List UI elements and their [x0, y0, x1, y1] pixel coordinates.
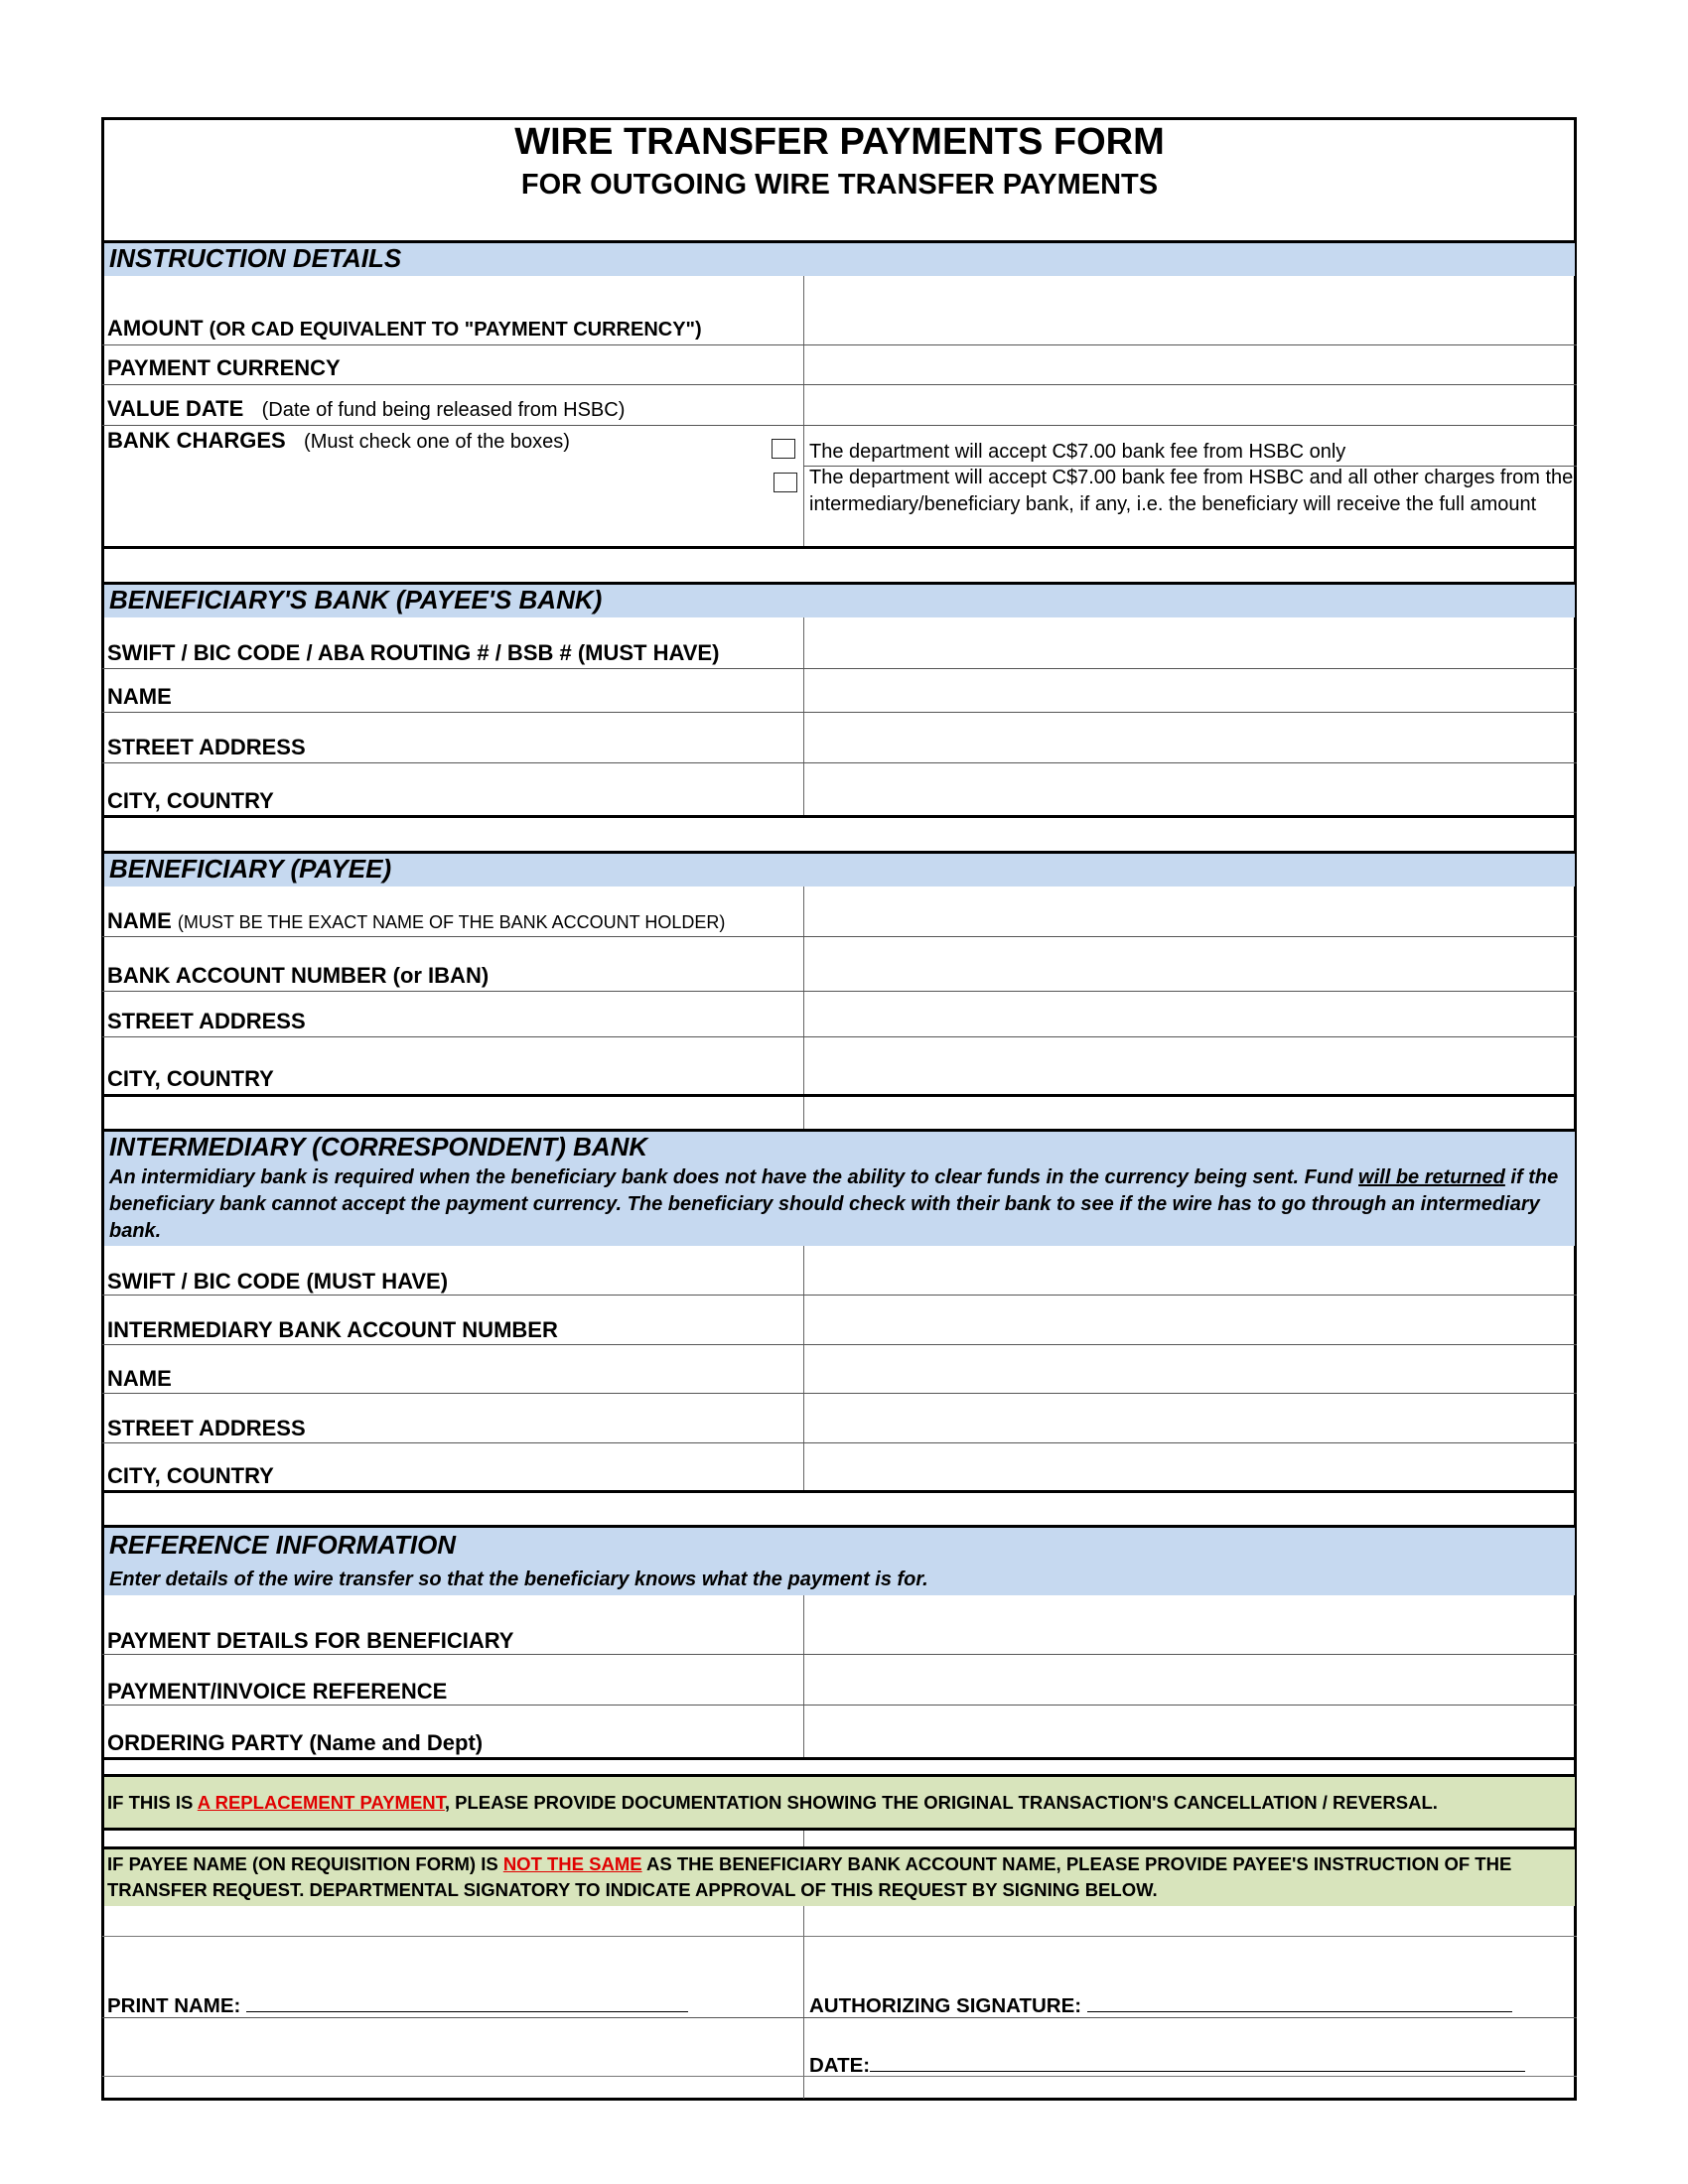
row-divider: [102, 425, 1577, 426]
beneficiary-bank-name-input[interactable]: [805, 671, 1579, 712]
form-subtitle: FOR OUTGOING WIRE TRANSFER PAYMENTS: [520, 169, 1159, 201]
row-divider: [102, 1442, 1577, 1443]
column-divider: [803, 1831, 804, 1846]
divider: [102, 1094, 1577, 1097]
date-field: DATE:: [809, 2053, 1525, 2078]
section-title-beneficiary: BENEFICIARY (PAYEE): [109, 854, 392, 884]
replacement-notice: IF THIS IS A REPLACEMENT PAYMENT, PLEASE PROVIDE DOCUMENTATION SHOWING THE ORIGINAL TRANSACTION'S CANCELLATION / REVERSAL.: [107, 1792, 1438, 1813]
label-intermediary-swift: SWIFT / BIC CODE (MUST HAVE): [107, 1269, 449, 1294]
payee-highlight: NOT THE SAME: [502, 1853, 642, 1874]
label-intermediary-city: CITY, COUNTRY: [107, 1463, 274, 1488]
reference-note: Enter details of the wire transfer so that the beneficiary knows what the payment is for.: [109, 1569, 928, 1590]
payee-name-input[interactable]: [805, 889, 1579, 936]
label-bank-swift: SWIFT / BIC CODE / ABA ROUTING # / BSB # (MUST HAVE): [107, 640, 720, 665]
bank-charge-checkbox-2[interactable]: [774, 473, 797, 492]
payment-details-input[interactable]: [805, 1598, 1579, 1654]
beneficiary-bank-swift-input[interactable]: [805, 620, 1579, 668]
column-divider: [803, 276, 804, 548]
label-ordering-party: ORDERING PARTY (Name and Dept): [107, 1730, 484, 1755]
beneficiary-bank-street-input[interactable]: [805, 715, 1579, 762]
row-divider: [102, 1654, 1577, 1655]
row-divider: [102, 344, 1577, 345]
column-divider: [803, 1246, 804, 1491]
divider: [102, 1828, 1577, 1831]
authorizing-signature-field: AUTHORIZING SIGNATURE:: [809, 1993, 1512, 2018]
label-payee-street: STREET ADDRESS: [107, 1009, 306, 1033]
label-intermediary-account: INTERMEDIARY BANK ACCOUNT NUMBER: [107, 1317, 558, 1342]
row-divider: [102, 1036, 1577, 1037]
intermediary-name-input[interactable]: [805, 1347, 1579, 1393]
bank-charge-option-1: The department will accept C$7.00 bank fee from HSBC only: [809, 441, 1346, 463]
row-divider: [102, 712, 1577, 713]
bank-charge-option-2: The department will accept C$7.00 bank fee from HSBC and all other charges from the intermediary/beneficiary bank, if any, i.e. the beneficiary will receive the full amount: [809, 467, 1574, 515]
divider: [102, 546, 1577, 549]
ordering-party-input[interactable]: [805, 1707, 1579, 1758]
intermediary-note: An intermidiary bank is required when the beneficiary bank does not have the ability to clear funds in the currency being sent. Fund will be returned if the beneficiary bank cannot accept the payment currency. The beneficiary should check with their bank to see if the wire has to go through an intermediary bank.: [109, 1166, 1559, 1242]
section-title-reference-information: REFERENCE INFORMATION: [109, 1530, 457, 1560]
payee-street-input[interactable]: [805, 994, 1579, 1036]
amount-input[interactable]: [805, 280, 1579, 343]
row-divider: [102, 2076, 1577, 2077]
row-divider: [102, 2017, 1577, 2018]
row-divider: [102, 762, 1577, 763]
label-intermediary-name: NAME: [107, 1366, 172, 1391]
authorizing-signature-line[interactable]: [1087, 1993, 1512, 2012]
intermediary-street-input[interactable]: [805, 1396, 1579, 1442]
invoice-reference-input[interactable]: [805, 1657, 1579, 1705]
row-divider: [102, 936, 1577, 937]
section-title-intermediary-bank: INTERMEDIARY (CORRESPONDENT) BANK: [109, 1132, 648, 1161]
divider: [102, 815, 1577, 818]
row-divider: [102, 668, 1577, 669]
date-line[interactable]: [870, 2053, 1525, 2072]
label-bank-charges: BANK CHARGES (Must check one of the boxes): [107, 428, 570, 453]
label-payee-city: CITY, COUNTRY: [107, 1066, 274, 1091]
print-name-field: PRINT NAME:: [107, 1993, 688, 2018]
label-bank-name: NAME: [107, 684, 172, 709]
print-name-line[interactable]: [246, 1993, 688, 2012]
beneficiary-bank-city-input[interactable]: [805, 765, 1579, 817]
label-value-date: VALUE DATE (Date of fund being released from HSBC): [107, 396, 626, 421]
row-divider: [102, 1705, 1577, 1706]
row-divider: [102, 1344, 1577, 1345]
bank-charge-checkbox-1[interactable]: [772, 439, 795, 459]
label-payment-details: PAYMENT DETAILS FOR BENEFICIARY: [107, 1628, 514, 1653]
payee-notice: IF PAYEE NAME (ON REQUISITION FORM) IS NOT THE SAME AS THE BENEFICIARY BANK ACCOUNT NAME, PLEASE PROVIDE PAYEE'S INSTRUCTION OF THE TRANSFER REQUEST. DEPARTMENTAL SIGNATORY TO INDICATE APPROVAL OF THIS REQUEST BY SIGNING BELOW.: [107, 1853, 1512, 1900]
intermediary-swift-input[interactable]: [805, 1249, 1579, 1295]
intermediary-account-input[interactable]: [805, 1297, 1579, 1344]
value-date-input[interactable]: [805, 387, 1579, 425]
payee-account-input[interactable]: [805, 939, 1579, 991]
label-payee-name: NAME (MUST BE THE EXACT NAME OF THE BANK ACCOUNT HOLDER): [107, 908, 726, 933]
section-title-beneficiary-bank: BENEFICIARY'S BANK (PAYEE'S BANK): [109, 585, 603, 614]
row-divider: [102, 991, 1577, 992]
label-invoice-reference: PAYMENT/INVOICE REFERENCE: [107, 1679, 448, 1704]
row-divider: [102, 1295, 1577, 1296]
row-divider: [102, 384, 1577, 385]
label-payee-account: BANK ACCOUNT NUMBER (or IBAN): [107, 963, 490, 988]
row-divider: [102, 1393, 1577, 1394]
divider: [102, 1757, 1577, 1760]
payee-city-input[interactable]: [805, 1039, 1579, 1095]
label-amount: AMOUNT (OR CAD EQUIVALENT TO "PAYMENT CURRENCY"): [107, 316, 702, 341]
column-divider: [803, 1595, 804, 1758]
label-bank-street: STREET ADDRESS: [107, 735, 306, 759]
label-payment-currency: PAYMENT CURRENCY: [107, 355, 341, 380]
payment-currency-input[interactable]: [805, 347, 1579, 384]
row-divider: [102, 1936, 1577, 1937]
column-divider: [803, 617, 804, 817]
form-title: WIRE TRANSFER PAYMENTS FORM: [514, 121, 1165, 163]
replacement-highlight: A REPLACEMENT PAYMENT: [197, 1792, 445, 1813]
divider: [102, 1490, 1577, 1493]
section-title-instruction-details: INSTRUCTION DETAILS: [109, 243, 402, 273]
label-bank-city: CITY, COUNTRY: [107, 788, 274, 813]
label-intermediary-street: STREET ADDRESS: [107, 1416, 306, 1440]
intermediary-city-input[interactable]: [805, 1445, 1579, 1491]
